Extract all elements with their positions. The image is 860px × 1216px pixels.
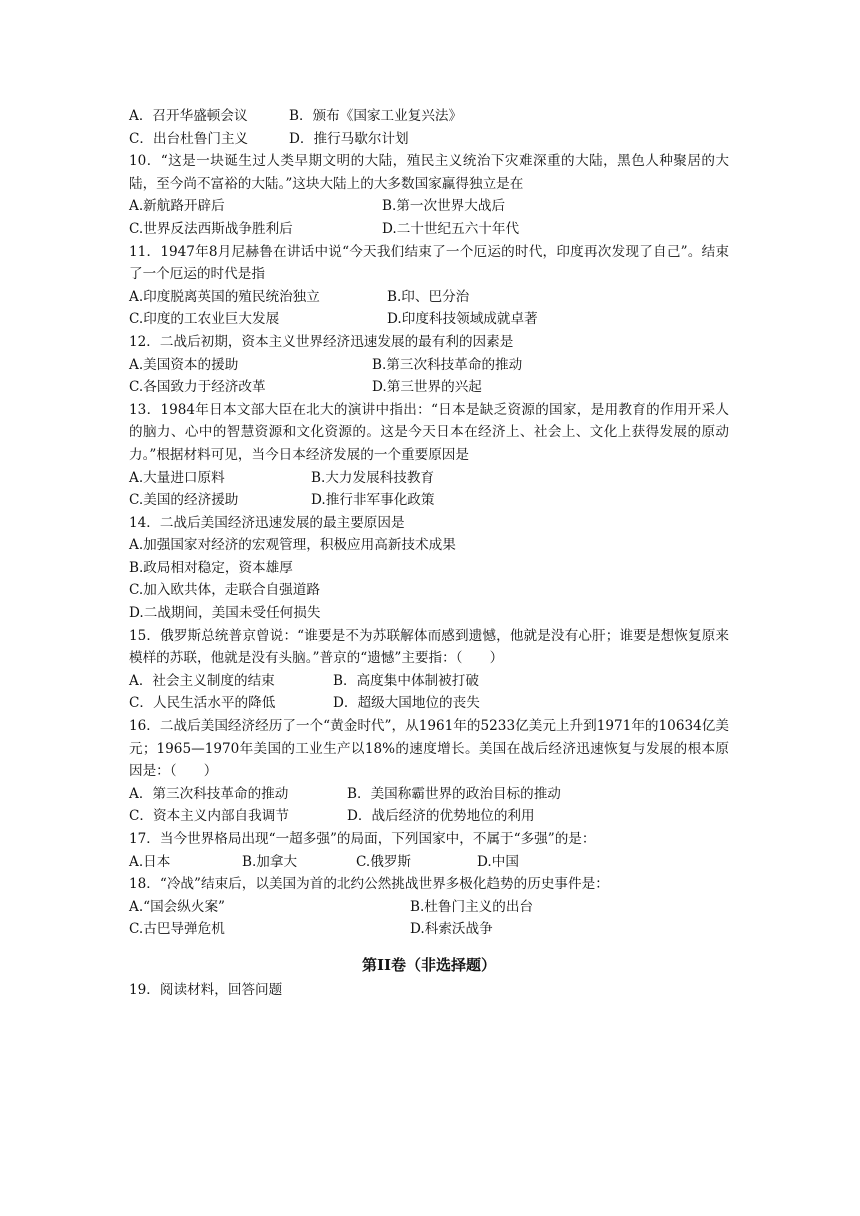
q17-option-d: D.中国 — [477, 853, 519, 870]
q9-options-row2 — [129, 128, 729, 151]
q14-option-a: A.加强国家对经济的宏观管理，积极应用高新技术成果 — [129, 537, 456, 554]
q11-option-c: C.印度的工农业巨大发展 — [129, 311, 280, 328]
q13-option-b: B.大力发展科技教育 — [311, 469, 435, 486]
q13-options-row2 — [129, 489, 729, 512]
q18-option-b: B.杜鲁门主义的出台 — [410, 898, 534, 915]
q10-option-c: C.世界反法西斯战争胜利后 — [129, 220, 293, 237]
q14-option-c: C.加入欧共体，走联合自强道路 — [129, 582, 320, 599]
question-17: 17．当今世界格局出现“一超多强”的局面，下列国家中，不属于“多强”的是： — [129, 831, 596, 847]
q16-option-c: C．资本主义内部自我调节 — [129, 808, 289, 825]
q14-option-b: B.政局相对稳定，资本雄厚 — [129, 559, 293, 576]
q12-options-row1 — [129, 354, 729, 377]
q15-option-d: D．超级大国地位的丧失 — [333, 695, 480, 712]
q14-option-d: D.二战期间，美国未受任何损失 — [129, 605, 321, 622]
q18-option-a: A.“国会纵火案” — [129, 898, 226, 915]
q11-options-row2 — [129, 308, 729, 331]
q16-option-d: D．战后经济的优势地位的利用 — [347, 808, 535, 825]
q15-option-b: B．高度集中体制被打破 — [333, 672, 479, 689]
q12-options-row2 — [129, 376, 729, 399]
question-15: 15．俄罗斯总统普京曾说：“谁要是不为苏联解体而感到遗憾，他就是没有心肝；谁要是想恢复原来模样的苏联，他就是没有头脑。”普京的“遗憾”主要指：（ ） — [129, 627, 729, 667]
q18-option-c: C.古巴导弹危机 — [129, 921, 225, 938]
q12-option-d: D.第三世界的兴起 — [372, 379, 482, 396]
q10-option-a: A.新航路开辟后 — [129, 198, 225, 215]
q11-options-row1 — [129, 286, 729, 309]
q15-options-row1 — [129, 670, 729, 693]
q18-option-d: D.科索沃战争 — [410, 921, 493, 938]
q9-option-c: C．出台杜鲁门主义 — [129, 130, 249, 147]
q10-options-row2 — [129, 218, 729, 241]
q13-option-c: C.美国的经济援助 — [129, 492, 239, 509]
q16-options-row2 — [129, 805, 729, 828]
q9-option-d: D．推行马歇尔计划 — [289, 130, 409, 147]
q16-options-row1 — [129, 783, 729, 806]
question-19: 19．阅读材料，回答问题 — [129, 981, 283, 998]
question-13: 13．1984年日本文部大臣在北大的演讲中指出：“日本是缺乏资源的国家，是用教育的作用开采人的脑力、心中的智慧资源和文化资源的。这是今天日本在经济上、社会上、文化上获得发展的原动力。”根据材料可见，当今日本经济发展的一个重要原因是 — [129, 401, 729, 463]
section-title: 第II卷（非选择题） — [361, 955, 497, 974]
q11-option-d: D.印度科技领域成就卓著 — [387, 311, 538, 328]
q12-option-b: B.第三次科技革命的推动 — [372, 356, 523, 373]
q9-option-b: B．颁布《国家工业复兴法》 — [289, 108, 463, 124]
q10-option-b: B.第一次世界大战后 — [382, 198, 506, 215]
q11-option-b: B.印、巴分治 — [387, 288, 470, 305]
q17-option-b: B.加拿大 — [242, 853, 298, 870]
q9-option-a: A．召开华盛顿会议 — [129, 108, 248, 124]
q12-option-a: A.美国资本的援助 — [129, 356, 239, 373]
q17-option-a: A.日本 — [129, 853, 171, 870]
exam-page — [129, 105, 729, 1002]
question-16: 16．二战后美国经济经历了一个“黄金时代”，从1961年的5233亿美元上升到1971年的10634亿美元；1965—1970年美国的工业生产以18%的速度增长。美国在战后经济迅速恢复与发展的根本原因是：（ ） — [129, 718, 729, 780]
question-11: 11．1947年8月尼赫鲁在讲话中说“今天我们结束了一个厄运的时代，印度再次发现了自己”。结束了一个厄运的时代是指 — [129, 243, 729, 283]
q18-options-row2 — [129, 918, 729, 941]
q10-options-row1 — [129, 195, 729, 218]
q17-option-c: C.俄罗斯 — [356, 853, 412, 870]
q16-option-a: A．第三次科技革命的推动 — [129, 785, 289, 802]
question-18: 18．“冷战”结束后，以美国为首的北约公然挑战世界多极化趋势的历史事件是： — [129, 876, 609, 893]
q18-options-row1 — [129, 896, 729, 919]
q17-options — [129, 851, 729, 874]
q12-option-c: C.各国致力于经济改革 — [129, 379, 266, 396]
q9-options-row1 — [129, 105, 729, 128]
question-10: 10．“这是一块诞生过人类早期文明的大陆，殖民主义统治下灾难深重的大陆，黑色人种聚居的大陆，至今尚不富裕的大陆。”这块大陆上的大多数国家赢得独立是在 — [129, 153, 729, 192]
q13-option-a: A.大量进口原料 — [129, 469, 225, 486]
question-12: 12．二战后初期，资本主义世界经济迅速发展的最有利的因素是 — [129, 333, 514, 350]
q16-option-b: B．美国称霸世界的政治目标的推动 — [347, 785, 561, 802]
q13-option-d: D.推行非军事化政策 — [311, 492, 435, 509]
question-14: 14．二战后美国经济迅速发展的最主要原因是 — [129, 514, 405, 531]
q15-option-a: A．社会主义制度的结束 — [129, 672, 275, 689]
q10-option-d: D.二十世纪五六十年代 — [382, 220, 520, 237]
q13-options-row1 — [129, 467, 729, 490]
q15-option-c: C．人民生活水平的降低 — [129, 695, 276, 712]
q15-options-row2 — [129, 692, 729, 715]
q11-option-a: A.印度脱离英国的殖民统治独立 — [129, 288, 320, 305]
